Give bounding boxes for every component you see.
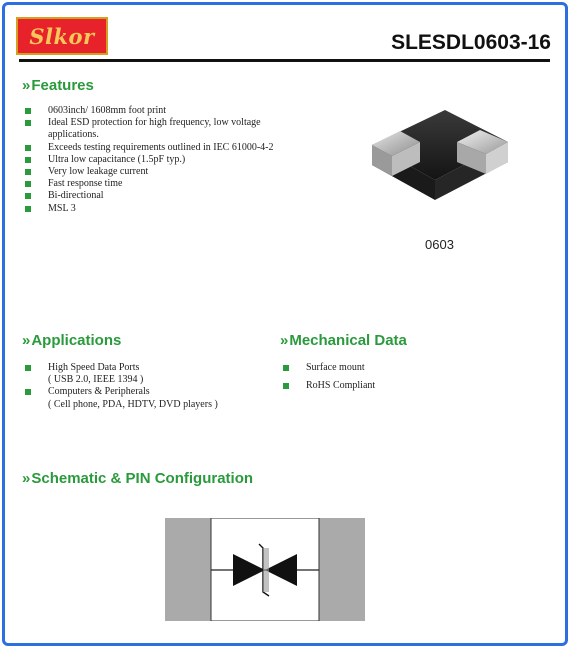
part-number: SLESDL0603-16 [391, 31, 551, 54]
list-item: 0603inch/ 1608mm foot print [22, 105, 342, 117]
brand-logo [16, 17, 108, 55]
list-item: ( Cell phone, PDA, HDTV, DVD players ) [48, 398, 218, 410]
features-list [22, 105, 342, 215]
list-item: RoHS Compliant [280, 380, 480, 392]
bullet-icon [25, 193, 31, 199]
mechanical-heading: »Mechanical Data [280, 332, 407, 349]
bullet-icon [25, 157, 31, 163]
applications-heading: »Applications [22, 332, 122, 349]
chevron-icon: » [22, 77, 31, 94]
bullet-icon [25, 108, 31, 114]
list-item: Ideal ESD protection for high frequency, low voltage [22, 117, 342, 129]
mechanical-list [280, 362, 480, 392]
bullet-icon [283, 383, 289, 389]
chevron-icon: » [280, 332, 289, 349]
chip-0603-image [360, 100, 520, 210]
list-item: High Speed Data Ports [22, 362, 282, 374]
chevron-icon: » [22, 470, 31, 487]
list-item: MSL 3 [22, 203, 342, 215]
list-item: ( USB 2.0, IEEE 1394 ) [48, 374, 144, 386]
bullet-icon [25, 145, 31, 151]
list-item: Surface mount [280, 362, 480, 374]
bullet-icon [283, 365, 289, 371]
list-item: applications. [48, 129, 99, 141]
list-item: Bi-directional [22, 190, 342, 202]
schematic-diagram [165, 518, 365, 621]
pin-pad-left [165, 518, 211, 621]
header-rule [19, 59, 550, 62]
list-item: Exceeds testing requirements outlined in IEC 61000-4-2 [22, 142, 342, 154]
features-heading: »Features [22, 77, 94, 94]
tvs-bar-fill [263, 548, 269, 592]
chevron-icon: » [22, 332, 31, 349]
list-item: Computers & Peripherals [22, 386, 282, 398]
bullet-icon [25, 206, 31, 212]
bullet-icon [25, 389, 31, 395]
bullet-icon [25, 365, 31, 371]
list-item: Ultra low capacitance (1.5pF typ.) [22, 154, 342, 166]
applications-list [22, 362, 282, 411]
brand-logo-text: Slkor [29, 23, 95, 49]
package-label: 0603 [425, 237, 454, 252]
bullet-icon [25, 169, 31, 175]
list-item: Very low leakage current [22, 166, 342, 178]
schematic-heading: »Schematic & PIN Configuration [22, 470, 254, 487]
list-item: Fast response time [22, 178, 342, 190]
bullet-icon [25, 120, 31, 126]
bullet-icon [25, 181, 31, 187]
pin-pad-right [319, 518, 365, 621]
